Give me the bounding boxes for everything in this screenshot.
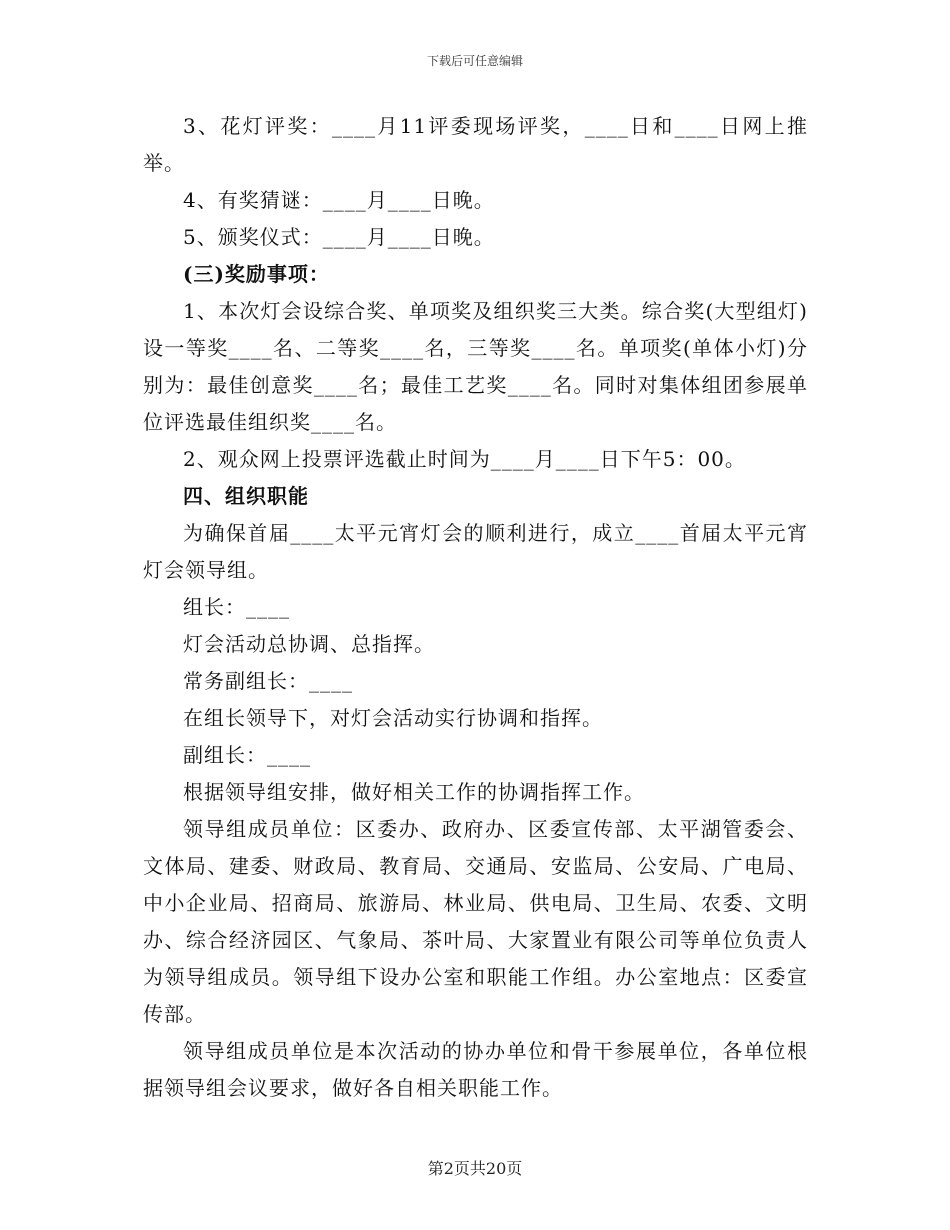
paragraph-ceremony: 5、颁奖仪式：____月____日晚。 <box>183 225 495 249</box>
section-heading-organization: 四、组织职能 <box>183 484 309 508</box>
field-deputy-leader: 副组长：____ <box>183 743 311 767</box>
document-body <box>143 108 808 1107</box>
section-heading-rewards: (三)奖励事项： <box>183 262 330 286</box>
page-header-note: 下载后可任意编辑 <box>426 54 523 68</box>
paragraph-leadership-group: 为确保首届____太平元宵灯会的顺利进行，成立____首届太平元宵灯会领导组。 <box>143 521 808 582</box>
paragraph-award-categories: 1、本次灯会设综合奖、单项奖及组织奖三大类。综合奖(大型组灯)设一等奖____名、二等奖____名，三等奖____名。单项奖(单体小灯)分别为：最佳创意奖____名；最佳工艺奖____名。同时对集体组团参展单位评选最佳组织奖____名。 <box>143 299 808 434</box>
paragraph-riddles: 4、有奖猜谜：____月____日晚。 <box>183 188 495 212</box>
field-executive-deputy-leader: 常务副组长：____ <box>183 669 353 693</box>
page-number: 第2页共20页 <box>427 1159 523 1178</box>
paragraph-judging: 3、花灯评奖：____月11评委现场评奖，____日和____日网上推举。 <box>143 114 808 175</box>
paragraph-voting-deadline: 2、观众网上投票评选截止时间为____月____日下午5：00。 <box>183 447 746 471</box>
paragraph-leader-duty: 灯会活动总协调、总指挥。 <box>183 632 435 656</box>
paragraph-executive-deputy-duty: 在组长领导下，对灯会活动实行协调和指挥。 <box>183 706 603 730</box>
field-group-leader: 组长：____ <box>183 595 290 619</box>
paragraph-member-duties: 领导组成员单位是本次活动的协办单位和骨干参展单位，各单位根据领导组会议要求，做好各自相关职能工作。 <box>143 1039 808 1100</box>
paragraph-deputy-duty: 根据领导组安排，做好相关工作的协调指挥工作。 <box>183 780 645 804</box>
paragraph-member-units: 领导组成员单位：区委办、政府办、区委宣传部、太平湖管委会、文体局、建委、财政局、教育局、交通局、安监局、公安局、广电局、中小企业局、招商局、旅游局、林业局、供电局、卫生局、农委、文明办、综合经济园区、气象局、茶叶局、大家置业有限公司等单位负责人为领导组成员。领导组下设办公室和职能工作组。办公室地点：区委宣传部。 <box>143 817 808 1026</box>
